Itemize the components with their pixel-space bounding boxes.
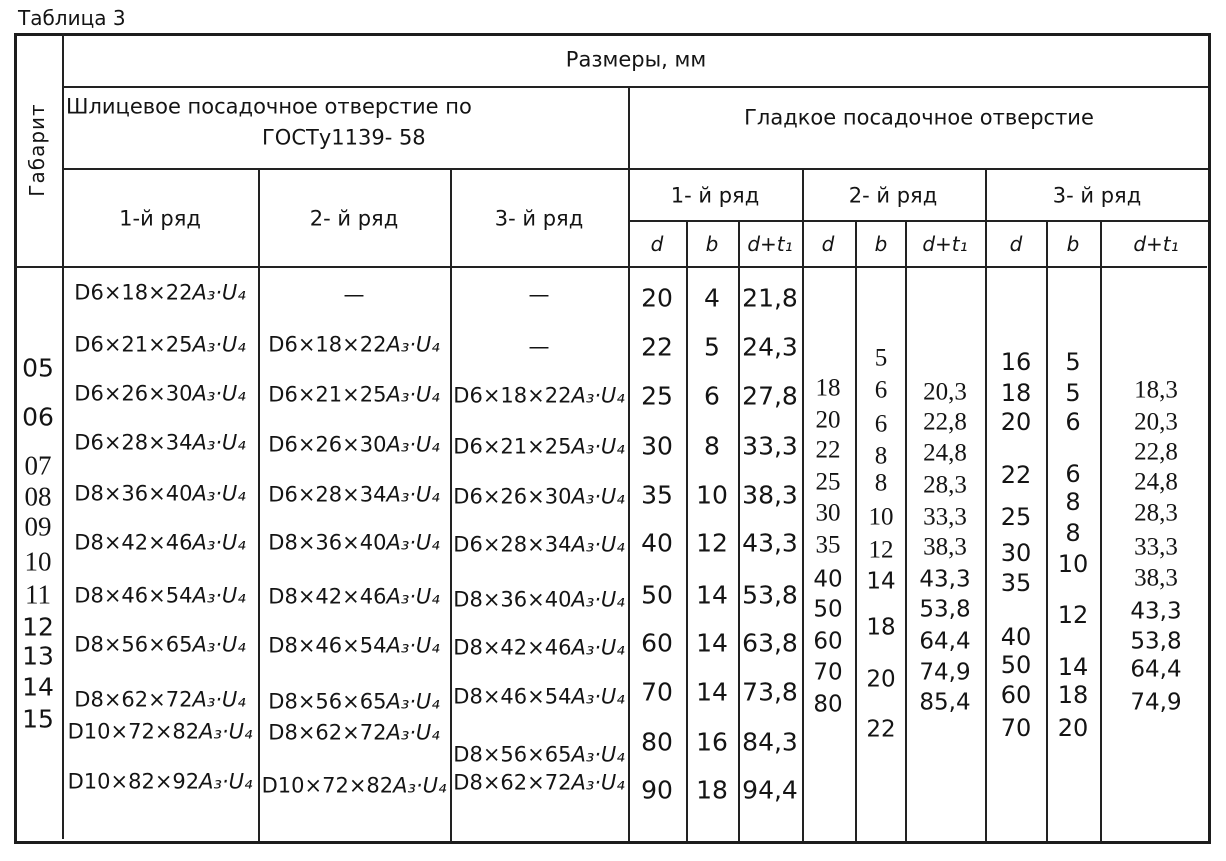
smooth-s1-b-value: 10	[696, 480, 728, 510]
smooth-s2-b-value: 12	[868, 536, 894, 564]
gabarit-value: 10	[24, 546, 52, 577]
table-border-line	[62, 86, 1208, 88]
sub-column-header: b	[1066, 232, 1080, 256]
smooth-s2-dt1-value: 24,8	[923, 439, 967, 467]
smooth-s2-b-value: 20	[866, 666, 896, 693]
smooth-s3-d-value: 18	[1000, 379, 1032, 407]
spline-series2-value: D6×28×34A₃·U₄	[268, 482, 440, 507]
smooth-s1-b-value: 12	[696, 528, 728, 558]
spline-series3-value: D8×42×46A₃·U₄	[453, 635, 625, 660]
smooth-s3-b-value: 20	[1057, 714, 1089, 742]
sub-column-header: d	[650, 232, 664, 256]
spline-series-header: 3- й ряд	[494, 206, 584, 231]
smooth-s3-d-value: 20	[1000, 408, 1032, 436]
spline-series3-value: —	[528, 334, 550, 359]
smooth-s1-dt1-value: 63,8	[742, 628, 798, 658]
smooth-s2-d-value: 20	[815, 406, 841, 434]
smooth-s1-dt1-value: 21,8	[742, 283, 798, 313]
table-border-line	[905, 220, 907, 841]
smooth-s1-b-value: 5	[704, 332, 720, 362]
sub-column-header: d+t₁	[922, 232, 968, 256]
smooth-s2-dt1-value: 38,3	[923, 533, 967, 561]
smooth-s1-d-value: 40	[641, 528, 673, 558]
spline-series3-value: D6×26×30A₃·U₄	[453, 484, 625, 509]
smooth-s3-b-value: 14	[1057, 653, 1089, 681]
spline-series2-value: D8×42×46A₃·U₄	[268, 584, 440, 609]
smooth-s2-d-value: 22	[815, 436, 841, 464]
spline-series1-value: D8×42×46A₃·U₄	[74, 530, 246, 555]
gabarit-value: 08	[24, 481, 52, 512]
spline-series3-value: D6×18×22A₃·U₄	[453, 383, 625, 408]
smooth-s1-d-value: 60	[641, 628, 673, 658]
smooth-s3-dt1-value: 28,3	[1134, 499, 1178, 527]
smooth-s1-d-value: 50	[641, 580, 673, 610]
smooth-s1-dt1-value: 33,3	[742, 431, 798, 461]
smooth-s3-dt1-value: 20,3	[1134, 408, 1178, 436]
spline-series2-value: D8×46×54A₃·U₄	[268, 633, 440, 658]
smooth-s3-d-value: 25	[1000, 503, 1032, 531]
sub-column-header: d	[821, 232, 835, 256]
spline-series2-value: D10×72×82A₃·U₄	[261, 773, 447, 798]
spline-series1-value: D6×26×30A₃·U₄	[74, 381, 246, 406]
spline-series1-value: D8×62×72A₃·U₄	[74, 687, 246, 712]
table-border-line	[686, 220, 688, 841]
smooth-s2-b-value: 6	[874, 410, 888, 438]
spline-series3-value: —	[528, 282, 550, 307]
smooth-series-header: 1- й ряд	[670, 183, 760, 208]
smooth-s3-b-value: 18	[1057, 681, 1089, 709]
table-border-line	[62, 33, 64, 839]
smooth-s1-dt1-value: 94,4	[742, 775, 798, 805]
smooth-s1-d-value: 35	[641, 480, 673, 510]
spline-series3-value: D6×28×34A₃·U₄	[453, 532, 625, 557]
smooth-s1-dt1-value: 38,3	[742, 480, 798, 510]
gabarit-value: 13	[22, 641, 54, 671]
smooth-s3-d-value: 70	[1000, 714, 1032, 742]
table-border-line	[1046, 220, 1048, 841]
smooth-s1-b-value: 18	[696, 775, 728, 805]
smooth-series-header: 2- й ряд	[848, 183, 938, 208]
smooth-s1-b-value: 14	[696, 677, 728, 707]
table-border-line	[628, 86, 630, 841]
smooth-s1-b-value: 4	[704, 283, 720, 313]
smooth-s3-d-value: 35	[1000, 569, 1032, 597]
smooth-s1-b-value: 14	[696, 628, 728, 658]
smooth-s3-d-value: 16	[1000, 348, 1032, 376]
gabarit-value: 14	[22, 672, 54, 702]
smooth-s2-b-value: 6	[874, 376, 888, 404]
sub-column-header: d+t₁	[747, 232, 793, 256]
smooth-s1-b-value: 16	[696, 727, 728, 757]
smooth-s2-b-value: 8	[874, 442, 888, 470]
spline-series2-value: —	[343, 282, 365, 307]
smooth-s3-b-value: 6	[1065, 460, 1081, 488]
smooth-s3-d-value: 22	[1000, 461, 1032, 489]
gabarit-column-label: Габарит	[25, 103, 49, 197]
spline-series-header: 1-й ряд	[119, 206, 201, 231]
smooth-s3-d-value: 60	[1000, 681, 1032, 709]
smooth-s2-b-value: 14	[866, 568, 896, 595]
spline-section-title-line2: ГОСТу1139- 58	[262, 125, 426, 150]
smooth-s2-d-value: 30	[815, 499, 841, 527]
spline-series1-value: D6×18×22A₃·U₄	[74, 280, 246, 305]
smooth-s1-d-value: 70	[641, 677, 673, 707]
spline-series3-value: D8×36×40A₃·U₄	[453, 587, 625, 612]
spline-series3-value: D8×46×54A₃·U₄	[453, 684, 625, 709]
table-border-line	[628, 220, 1208, 222]
smooth-s3-dt1-value: 53,8	[1130, 628, 1182, 655]
smooth-s2-d-value: 18	[815, 374, 841, 402]
spline-series1-value: D6×21×25A₃·U₄	[74, 332, 246, 357]
sub-column-header: d	[1009, 232, 1023, 256]
smooth-s1-d-value: 20	[641, 283, 673, 313]
smooth-s3-dt1-value: 43,3	[1130, 598, 1182, 625]
table-border-line	[62, 168, 1208, 170]
spline-series2-value: D8×56×65A₃·U₄	[268, 689, 440, 714]
smooth-s3-d-value: 40	[1000, 623, 1032, 651]
smooth-s1-dt1-value: 27,8	[742, 381, 798, 411]
smooth-s3-dt1-value: 18,3	[1134, 376, 1178, 404]
smooth-s2-dt1-value: 53,8	[919, 596, 971, 623]
smooth-s2-d-value: 40	[813, 566, 843, 593]
smooth-s2-d-value: 80	[813, 691, 843, 718]
smooth-s3-d-value: 30	[1000, 539, 1032, 567]
smooth-s2-d-value: 60	[813, 628, 843, 655]
smooth-s3-dt1-value: 38,3	[1134, 564, 1178, 592]
smooth-s1-b-value: 14	[696, 580, 728, 610]
smooth-s2-dt1-value: 43,3	[919, 566, 971, 593]
smooth-s3-d-value: 50	[1000, 651, 1032, 679]
spline-section-title-line1: Шлицевое посадочное отверстие по	[66, 94, 472, 119]
smooth-s1-d-value: 22	[641, 332, 673, 362]
smooth-s1-dt1-value: 43,3	[742, 528, 798, 558]
sub-column-header: b	[874, 232, 888, 256]
smooth-series-header: 3- й ряд	[1052, 183, 1142, 208]
smooth-s3-b-value: 5	[1065, 379, 1081, 407]
smooth-s1-dt1-value: 73,8	[742, 677, 798, 707]
smooth-s1-dt1-value: 24,3	[742, 332, 798, 362]
smooth-s1-dt1-value: 53,8	[742, 580, 798, 610]
smooth-s1-d-value: 90	[641, 775, 673, 805]
gabarit-value: 11	[25, 579, 51, 610]
smooth-s2-d-value: 70	[813, 659, 843, 686]
smooth-s2-b-value: 5	[874, 344, 888, 372]
smooth-s2-dt1-value: 85,4	[919, 689, 971, 716]
smooth-s2-dt1-value: 64,4	[919, 628, 971, 655]
smooth-s3-b-value: 12	[1057, 601, 1089, 629]
spline-series1-value: D6×28×34A₃·U₄	[74, 430, 246, 455]
smooth-s3-dt1-value: 33,3	[1134, 533, 1178, 561]
size-units-header: Размеры, мм	[565, 47, 707, 72]
spline-series-header: 2- й ряд	[309, 206, 399, 231]
spline-series1-value: D8×46×54A₃·U₄	[74, 583, 246, 608]
smooth-s3-b-value: 6	[1065, 408, 1081, 436]
smooth-s2-dt1-value: 28,3	[923, 471, 967, 499]
gabarit-value: 15	[22, 704, 54, 734]
smooth-s3-dt1-value: 24,8	[1134, 468, 1178, 496]
spline-series2-value: D6×18×22A₃·U₄	[268, 332, 440, 357]
spline-series1-value: D8×56×65A₃·U₄	[74, 632, 246, 657]
table-border-line	[450, 168, 452, 841]
spline-series2-value: D8×62×72A₃·U₄	[268, 720, 440, 745]
smooth-s2-d-value: 35	[815, 531, 841, 559]
spline-series2-value: D6×26×30A₃·U₄	[268, 432, 440, 457]
gabarit-value: 05	[22, 353, 54, 383]
spline-series3-value: D8×56×65A₃·U₄	[453, 742, 625, 767]
table-border-line	[1100, 220, 1102, 841]
table-border-line	[985, 168, 987, 841]
smooth-s1-dt1-value: 84,3	[742, 727, 798, 757]
spline-series3-value: D8×62×72A₃·U₄	[453, 770, 625, 795]
table-border-line	[802, 168, 804, 841]
spline-series2-value: D6×21×25A₃·U₄	[268, 382, 440, 407]
spline-series2-value: D8×36×40A₃·U₄	[268, 530, 440, 555]
smooth-s1-b-value: 6	[704, 381, 720, 411]
smooth-s3-b-value: 10	[1057, 550, 1089, 578]
smooth-s3-dt1-value: 74,9	[1130, 689, 1182, 716]
smooth-s3-b-value: 8	[1065, 519, 1081, 547]
smooth-s3-b-value: 5	[1065, 348, 1081, 376]
smooth-s2-b-value: 8	[874, 469, 888, 497]
smooth-s2-dt1-value: 22,8	[923, 408, 967, 436]
smooth-s2-b-value: 22	[866, 716, 896, 743]
smooth-s3-dt1-value: 22,8	[1134, 438, 1178, 466]
gabarit-value: 06	[22, 402, 54, 432]
smooth-s2-d-value: 50	[813, 596, 843, 623]
gabarit-value: 12	[22, 612, 54, 642]
smooth-s2-b-value: 18	[866, 614, 896, 641]
smooth-s2-d-value: 25	[815, 468, 841, 496]
sub-column-header: b	[705, 232, 719, 256]
smooth-s2-b-value: 10	[868, 503, 894, 531]
smooth-s2-dt1-value: 74,9	[919, 659, 971, 686]
gabarit-value: 07	[24, 450, 52, 481]
smooth-s2-dt1-value: 20,3	[923, 378, 967, 406]
table-caption: Таблица 3	[18, 6, 126, 30]
spline-series3-value: D6×21×25A₃·U₄	[453, 434, 625, 459]
spline-series1-value: D10×82×92A₃·U₄	[67, 769, 253, 794]
table-border-line	[258, 168, 260, 841]
smooth-s3-dt1-value: 64,4	[1130, 656, 1182, 683]
smooth-s1-d-value: 80	[641, 727, 673, 757]
smooth-section-title: Гладкое посадочное отверстие	[744, 105, 1094, 130]
table-border-line	[738, 220, 740, 841]
smooth-s1-b-value: 8	[704, 431, 720, 461]
smooth-s1-d-value: 30	[641, 431, 673, 461]
spline-series1-value: D10×72×82A₃·U₄	[67, 719, 253, 744]
smooth-s1-d-value: 25	[641, 381, 673, 411]
spline-series1-value: D8×36×40A₃·U₄	[74, 481, 246, 506]
smooth-s2-dt1-value: 33,3	[923, 503, 967, 531]
sub-column-header: d+t₁	[1133, 232, 1179, 256]
table-border-line	[855, 220, 857, 841]
gabarit-value: 09	[24, 511, 52, 542]
smooth-s3-b-value: 8	[1065, 488, 1081, 516]
table-border-line	[15, 266, 1207, 268]
